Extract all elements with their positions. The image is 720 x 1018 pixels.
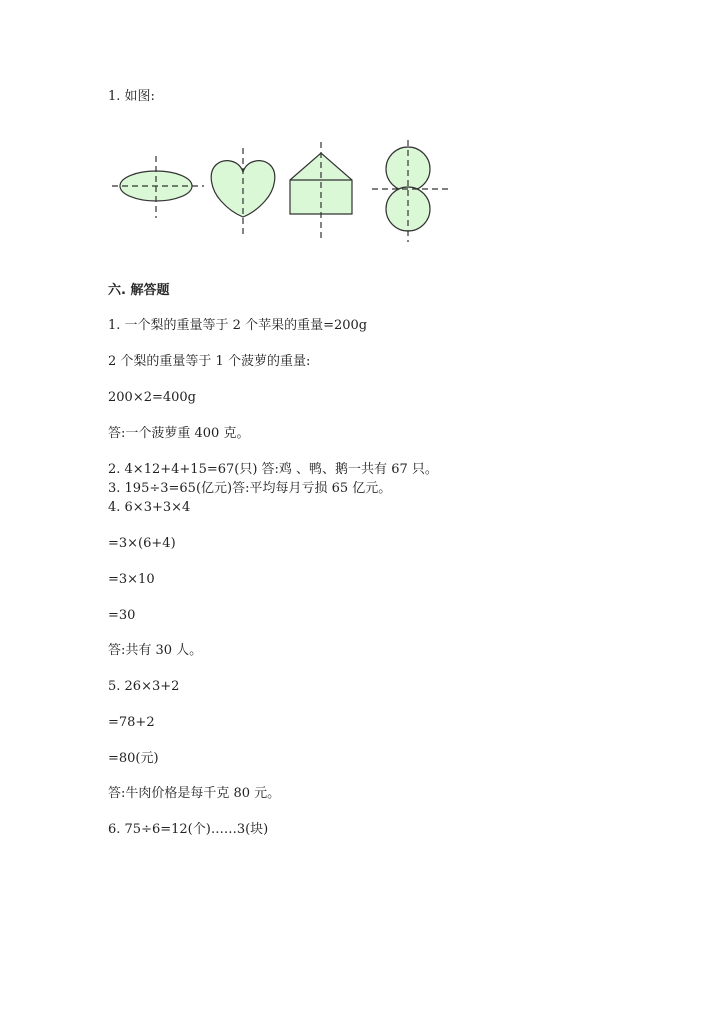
answer-line: 3. 195÷3=65(亿元)答:平均每月亏损 65 亿元。: [108, 481, 392, 496]
answer-line: 200×2=400g: [108, 390, 197, 405]
ellipse-symmetry-figure: [112, 156, 204, 218]
answer-line: 5. 26×3+2: [108, 679, 180, 694]
answer-line: 1. 一个梨的重量等于 2 个苹果的重量=200g: [108, 318, 368, 333]
house-symmetry-figure: [290, 142, 352, 241]
answer-line: 4. 6×3+3×4: [108, 500, 191, 515]
answer-line: 2 个梨的重量等于 1 个菠萝的重量:: [108, 354, 311, 369]
answer-line: =3×10: [108, 572, 155, 587]
heart-symmetry-figure: [211, 148, 275, 236]
answer-line: 6. 75÷6=12(个)……3(块): [108, 822, 269, 837]
answer-line: =3×(6+4): [108, 536, 176, 551]
answer-line: =80(元): [108, 751, 159, 766]
double-circle-symmetry-figure: [372, 140, 448, 242]
answer-line: 答:一个菠萝重 400 克。: [108, 426, 250, 441]
answer-line: 答:牛肉价格是每千克 80 元。: [108, 786, 281, 801]
answer-line: 2. 4×12+4+15=67(只) 答:鸡 、鸭、鹅一共有 67 只。: [108, 462, 438, 477]
answer-line: 答:共有 30 人。: [108, 643, 203, 658]
section-title: 六. 解答题: [108, 283, 170, 298]
symmetry-figures: [108, 138, 458, 248]
answer-line: =30: [108, 608, 136, 623]
answer-line: =78+2: [108, 715, 155, 730]
intro-label: 1. 如图:: [108, 89, 155, 104]
